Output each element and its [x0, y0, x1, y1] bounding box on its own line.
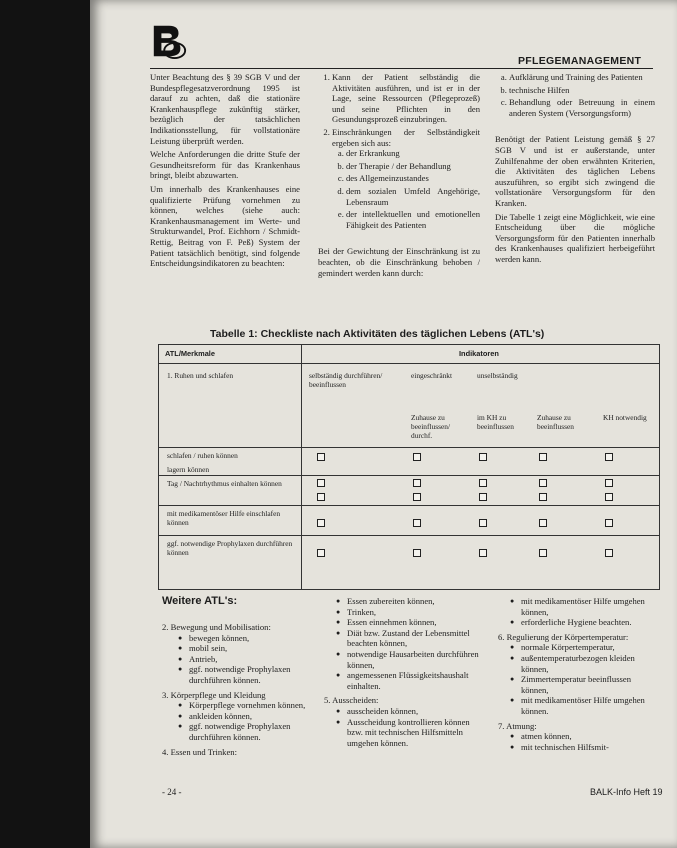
atl-heading — [162, 690, 312, 701]
table-rule — [159, 505, 659, 506]
checkbox[interactable] — [479, 519, 487, 527]
table-row-label: schlafen / ruhen können — [167, 451, 238, 460]
bullet-item: ● notwendige Hausarbeiten durchführen können, — [347, 649, 484, 670]
atl-heading-text: Atmung: — [506, 720, 537, 731]
atl-number: 2. — [162, 622, 169, 632]
atl-heading — [162, 622, 312, 633]
atl-heading — [498, 721, 658, 732]
bullet-item: ● Essen zubereiten können, — [347, 596, 484, 607]
table-rule — [159, 535, 659, 536]
bullet-item: ● Körperpflege vornehmen können, — [189, 700, 312, 711]
bullet-list — [510, 642, 658, 716]
checkbox[interactable] — [317, 479, 325, 487]
checkbox[interactable] — [605, 453, 613, 461]
checkbox[interactable] — [413, 493, 421, 501]
list-item-text: Einschränkungen der Selbständigkeit ergeben sich aus: — [332, 126, 480, 148]
list-item: 1. Kann der Patient selbständig die Aktivitäten ausführen, und ist er in der Lage, seine Ressourcen (Pflegeprozeß) und seine Pflichten in den Gesundungsprozeß einzubringen. — [332, 72, 480, 125]
bullet-item: ● mit medikamentöser Hilfe umgehen können, — [521, 596, 658, 617]
bullet-item: ● ggf. notwendige Prophylaxen durchführen können. — [189, 664, 312, 685]
text-column-1 — [150, 72, 300, 272]
column-unselbstaendig: unselbständig — [477, 371, 518, 380]
bullet-item: ● Trinken, — [347, 607, 484, 618]
checkbox[interactable] — [539, 549, 547, 557]
atl-number: 5. — [324, 695, 331, 706]
checkbox[interactable] — [479, 453, 487, 461]
category-label: 1. Ruhen und schlafen — [167, 371, 234, 380]
bullet-item: ● Zimmertemperatur beeinflussen können, — [521, 674, 658, 695]
bullet-item: ● mobil sein, — [189, 643, 312, 654]
checkbox[interactable] — [605, 479, 613, 487]
checkbox[interactable] — [539, 493, 547, 501]
column-selbstaendig: selbständig durchführen/ beeinflussen — [309, 371, 383, 389]
subcolumn-label: KH notwendig — [603, 413, 647, 422]
bullet-list — [178, 700, 312, 742]
checkbox[interactable] — [413, 519, 421, 527]
bullet-item: ● mit technischen Hilfsmit- — [521, 742, 658, 753]
atl-heading-text: Regulierung der Körpertemperatur: — [506, 631, 629, 642]
table-row-label: ggf. notwendige Prophylaxen durchführen können — [167, 539, 293, 557]
table-row-label: lagern können — [167, 465, 210, 474]
bullet-list — [510, 596, 658, 628]
page-number: - 24 - — [162, 787, 182, 797]
section-header: PFLEGEMANAGEMENT — [518, 55, 642, 67]
atl-heading-text: Körperpflege und Kleidung — [170, 689, 266, 700]
checkbox[interactable] — [539, 453, 547, 461]
checkbox[interactable] — [539, 479, 547, 487]
list-item: b. technische Hilfen — [509, 85, 655, 96]
header-rule — [150, 68, 653, 69]
bullet-item: ● mit medikamentöser Hilfe umgehen können. — [521, 695, 658, 716]
text-column-3 — [495, 72, 655, 268]
table-row-label: mit medikamentöser Hilfe einschlafen können — [167, 509, 281, 527]
subcolumn-label: im KH zu beeinflussen — [477, 413, 514, 431]
bullet-item: ● Antrieb, — [189, 654, 312, 665]
sub-list-item: c. des Allgemeinzustandes — [346, 173, 480, 184]
bullet-item: ● ankleiden können, — [189, 711, 312, 722]
list-item: a. Aufklärung und Training des Patienten — [509, 72, 655, 83]
checkbox[interactable] — [479, 493, 487, 501]
header-indikatoren: Indikatoren — [459, 349, 499, 358]
atl-heading — [498, 632, 658, 643]
bullet-item: ● Diät bzw. Zustand der Lebensmittel beachten können, — [347, 628, 484, 649]
sub-list-item: d. dem sozialen Umfeld Angehörige, Lebensraum — [346, 186, 480, 207]
atl-number: 7. — [498, 720, 505, 731]
checkbox[interactable] — [605, 549, 613, 557]
bullet-list — [510, 731, 658, 752]
list-item: c. Behandlung oder Betreuung in einem anderen System (Versorgungsform) — [509, 97, 655, 118]
paragraph: Benötigt der Patient Leistung gemäß § 27 SGB V und ist er außerstande, unter Zuhilfenahme der oben erwähnten Kriterien, die Aktivitäten des täglichen Lebens auszuführen, so ergibt sich zwingend die vollstationäre Versorgungsform für den Kranken. — [495, 134, 655, 208]
atl-heading — [162, 747, 312, 758]
atl-checklist-table — [158, 344, 660, 590]
atl-heading-text: Essen und Trinken: — [170, 746, 237, 757]
paragraph: Die Tabelle 1 zeigt eine Möglichkeit, wie eine Entscheidung über die mögliche Versorgungsform für den Patienten innerhalb des Krankenhauses qualifiziert herbeigeführt werden kann. — [495, 211, 655, 264]
atl-number: 6. — [498, 631, 505, 642]
checkbox[interactable] — [317, 493, 325, 501]
atl-column-1 — [162, 622, 312, 757]
publication-label: BALK-Info Heft 19 — [590, 787, 663, 797]
document-page — [90, 0, 677, 848]
header-atl: ATL/Merkmale — [165, 349, 215, 358]
table-rule — [159, 363, 659, 364]
sub-list — [332, 148, 480, 230]
table-rule — [301, 345, 302, 589]
bullet-list — [336, 706, 484, 748]
subcolumn-label: Zuhause zu beeinflussen — [537, 413, 574, 431]
atl-heading — [324, 695, 484, 706]
paragraph: Bei der Gewichtung der Einschränkung ist zu beachten, ob die Einschränkung behoben / gemindert werden kann durch: — [318, 246, 480, 278]
atl-heading-text: Bewegung und Mobilisation: — [170, 622, 271, 632]
bullet-item: ● angemessenen Flüssigkeitshaushalt einhalten. — [347, 670, 484, 691]
bullet-list — [178, 633, 312, 686]
sub-list-item: b. der Therapie / der Behandlung — [346, 161, 480, 172]
atl-column-2 — [324, 596, 484, 748]
paragraph: Unter Beachtung des § 39 SGB V und der Bundespflegesatzverordnung 1995 ist darauf zu achten, daß die stationäre Krankenhauspflege zukünftig stärker, bezüglich der tatsächlichen Indikationsstellung, für vollstationäre Leistung überprüft werden. — [150, 72, 300, 146]
list-item — [332, 127, 480, 230]
table-title: Tabelle 1: Checkliste nach Aktivitäten des täglichen Lebens (ATL's) — [210, 328, 545, 340]
paragraph: Um innerhalb des Krankenhauses eine qualifizierte Prüfung vornehmen zu können, welches (siehe auch: Krankenhausmanagement im Werte- und Strukturwandel, Prof. Eichhorn / Schmidt-Rettig, Beitrag von F. Peß) System der Patient tatsächlich benötigt, sind folgende Entscheidungsindikatoren zu beachten: — [150, 183, 300, 269]
sub-list-item: e. der intellektuellen und emotionellen Fähigkeit des Patienten — [346, 209, 480, 230]
bullet-item: ● außentemperaturbezogen kleiden können, — [521, 653, 658, 674]
atl-number: 4. — [162, 746, 169, 757]
checkbox[interactable] — [479, 549, 487, 557]
paragraph: Welche Anforderungen die dritte Stufe der Gesundheitsreform für das Krankenhaus bringt, bleibt abzuwarten. — [150, 149, 300, 181]
table-row-label: Tag / Nachtrhythmus einhalten können — [167, 479, 282, 488]
bullet-item: ● ausscheiden können, — [347, 706, 484, 717]
section-title: Weitere ATL's: — [162, 595, 238, 607]
bullet-list — [336, 596, 484, 691]
text-column-2 — [318, 72, 480, 281]
atl-column-3 — [498, 596, 658, 752]
checkbox[interactable] — [413, 453, 421, 461]
bullet-item: ● normale Körpertemperatur, — [521, 642, 658, 653]
checkbox[interactable] — [413, 479, 421, 487]
subcolumn-label: Zuhause zu beeinflussen/ durchf. — [411, 413, 450, 440]
atl-heading-text: Ausscheiden: — [332, 695, 379, 706]
checkbox[interactable] — [317, 549, 325, 557]
measure-list — [495, 72, 655, 118]
indicator-list — [318, 72, 480, 230]
balk-logo-icon — [150, 22, 188, 60]
checkbox[interactable] — [413, 549, 421, 557]
sub-list-item: a. der Erkrankung — [346, 148, 480, 159]
atl-number: 3. — [162, 689, 169, 700]
bullet-item: ● Essen einnehmen können, — [347, 617, 484, 628]
bullet-item: ● bewegen können, — [189, 633, 312, 644]
bullet-item: ● atmen können, — [521, 731, 658, 742]
checkbox[interactable] — [539, 519, 547, 527]
bullet-item: ● erforderliche Hygiene beachten. — [521, 617, 658, 628]
bullet-item: ● Ausscheidung kontrollieren können bzw. mit technischen Hilfsmitteln umgehen können. — [347, 717, 484, 749]
table-rule — [159, 475, 659, 476]
checkbox[interactable] — [317, 519, 325, 527]
column-eingeschraenkt: eingeschränkt — [411, 371, 453, 380]
bullet-item: ● ggf. notwendige Prophylaxen durchführen können. — [189, 721, 312, 742]
checkbox[interactable] — [479, 479, 487, 487]
table-rule — [159, 447, 659, 448]
checkbox[interactable] — [605, 493, 613, 501]
checkbox[interactable] — [317, 453, 325, 461]
checkbox[interactable] — [605, 519, 613, 527]
